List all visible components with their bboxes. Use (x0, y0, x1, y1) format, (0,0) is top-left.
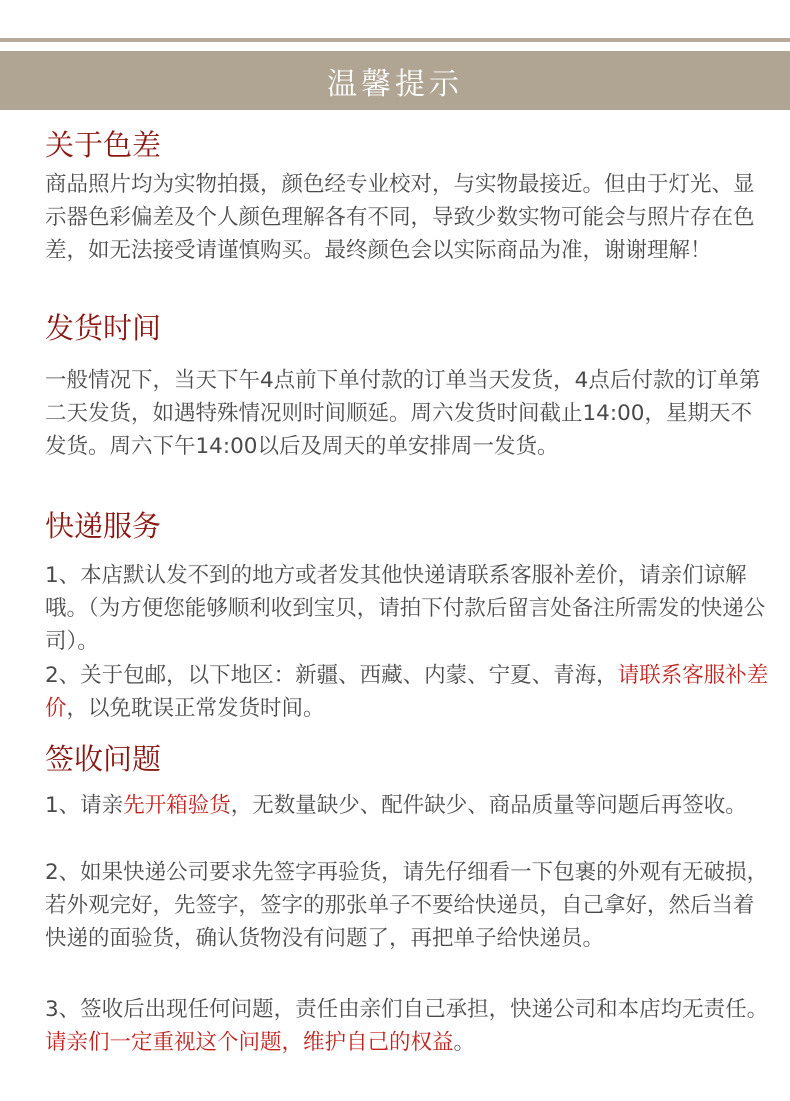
section-heading-color-difference: 关于色差 (45, 128, 162, 162)
express-item-1: 1、本店默认发不到的地方或者发其他快递请联系客服补差价，请亲们谅解哦。（为方便您能够顺利收到宝贝，请拍下付款后留言处备注所需发的快递公司）。 (45, 563, 766, 654)
express-item-2-text: 2、关于包邮，以下地区：新疆、西藏、内蒙、宁夏、青海， (45, 663, 618, 688)
banner-title: 温馨提示 (327, 66, 463, 102)
section-body-shipping-time: 一般情况下，当天下午4点前下单付款的订单当天发货，4点后付款的订单第二天发货，如遇特殊情况则时间顺延。周六发货时间截止14:00，星期天不发货。周六下午14:00以后及周天的单安排周一发货。 (45, 368, 761, 459)
receipt-item-3-highlight: 请亲们一定重视这个问题，维护自己的权益 (45, 1030, 454, 1055)
express-item-2-highlight: 请联系客服补差价 (45, 663, 769, 721)
section-body-color-difference: 商品照片均为实物拍摄，颜色经专业校对，与实物最接近。但由于灯光、显示器色彩偏差及个人颜色理解各有不同，导致少数实物可能会与照片存在色差，如无法接受请谨慎购买。最终颜色会以实际商品为准，谢谢理解！ (45, 172, 755, 263)
top-divider-line (0, 38, 790, 42)
section-heading-shipping-time: 发货时间 (45, 311, 162, 345)
receipt-item-1 (45, 789, 770, 822)
receipt-item-3-suffix: 。 (453, 1030, 476, 1055)
receipt-item-3-text: 3、签收后出现任何问题，责任由亲们自己承担，快递公司和本店均无责任。 (45, 997, 769, 1022)
receipt-item-1-suffix: ，无数量缺少、配件缺少、商品质量等问题后再签收。 (230, 793, 747, 818)
receipt-item-2: 2、如果快递公司要求先签字再验货，请先仔细看一下包裹的外观有无破损，若外观完好，先签字，签字的那张单子不要给快递员，自己拿好，然后当着快递的面验货，确认货物没有问题了，再把单子给快递员。 (45, 860, 769, 951)
section-heading-express-service: 快递服务 (45, 509, 162, 543)
receipt-item-3 (45, 993, 770, 1059)
receipt-item-1-text: 1、请亲 (45, 793, 124, 818)
express-item-2-suffix: ，以免耽误正常发货时间。 (66, 696, 325, 721)
receipt-item-1-highlight: 先开箱验货 (123, 793, 231, 818)
tips-banner (0, 51, 790, 110)
express-item-2 (45, 659, 770, 725)
section-heading-receipt-issues: 签收问题 (45, 742, 162, 776)
